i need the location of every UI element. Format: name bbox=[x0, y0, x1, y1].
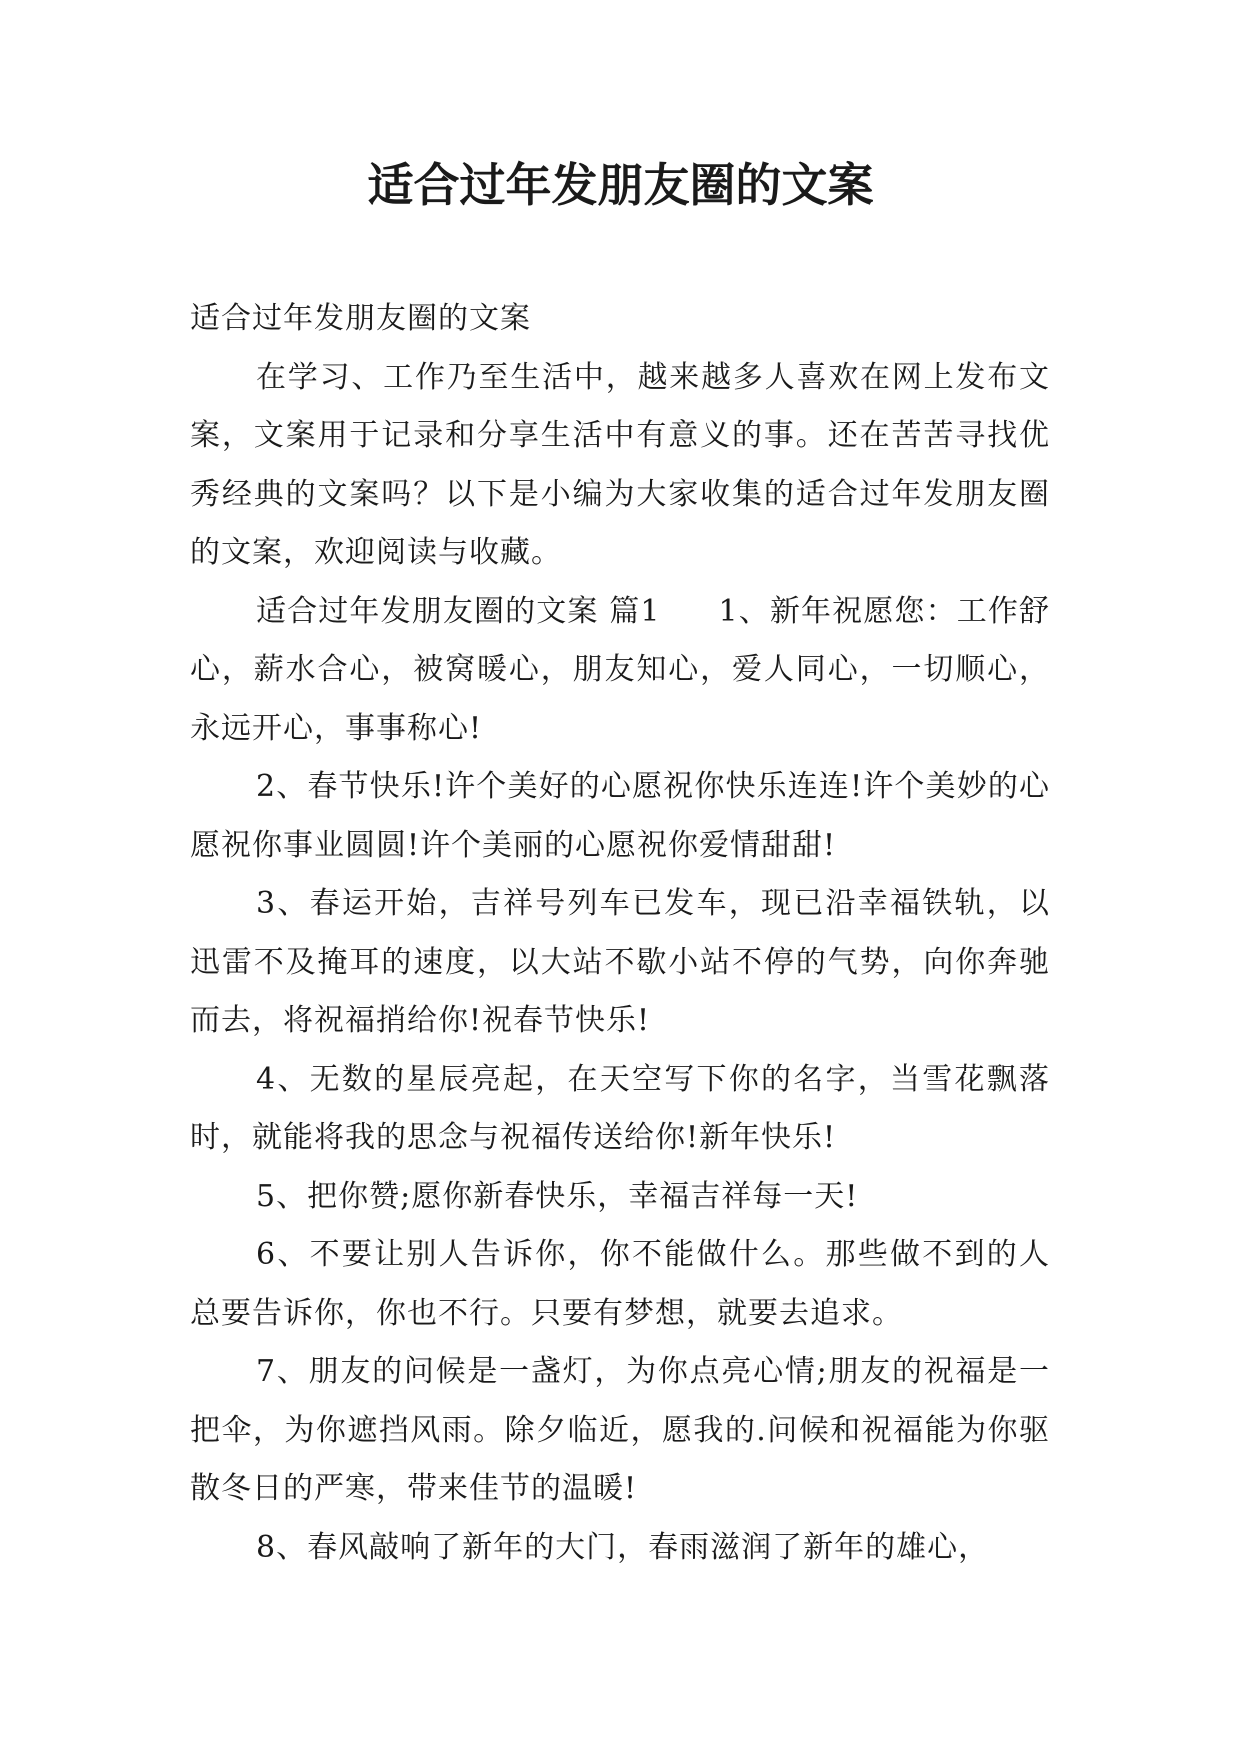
section-heading: 适合过年发朋友圈的文案 篇1 bbox=[256, 593, 661, 629]
list-item: 7、朋友的问候是一盏灯，为你点亮心情;朋友的祝福是一把伞，为你遮挡风雨。除夕临近，愿我的.问候和祝福能为你驱散冬日的严寒，带来佳节的温暖! bbox=[190, 1354, 1050, 1506]
list-item: 5、把你赞;愿你新春快乐，幸福吉祥每一天! bbox=[256, 1178, 859, 1214]
list-item: 2、春节快乐!许个美好的心愿祝你快乐连连!许个美妙的心愿祝你事业圆圆!许个美丽的心愿祝你爱情甜甜! bbox=[190, 769, 1050, 863]
document-body bbox=[190, 290, 1050, 1577]
list-item: 8、春风敲响了新年的大门，春雨滋润了新年的雄心， bbox=[256, 1529, 990, 1565]
intro-paragraph: 在学习、工作乃至生活中，越来越多人喜欢在网上发布文案，文案用于记录和分享生活中有意义的事。还在苦苦寻找优秀经典的文案吗？以下是小编为大家收集的适合过年发朋友圈的文案，欢迎阅读与收藏。 bbox=[190, 359, 1050, 570]
list-item: 4、无数的星辰亮起，在天空写下你的名字，当雪花飘落时，就能将我的思念与祝福传送给你!新年快乐! bbox=[190, 1061, 1050, 1155]
list-item: 3、春运开始，吉祥号列车已发车，现已沿幸福铁轨，以迅雷不及掩耳的速度，以大站不歇小站不停的气势，向你奔驰而去，将祝福捎给你!祝春节快乐! bbox=[190, 886, 1050, 1038]
list-item: 6、不要让别人告诉你，你不能做什么。那些做不到的人总要告诉你，你也不行。只要有梦想，就要去追求。 bbox=[190, 1237, 1050, 1331]
document-title: 适合过年发朋友圈的文案 bbox=[367, 158, 874, 212]
section-paragraph bbox=[190, 583, 1050, 759]
document-subtitle: 适合过年发朋友圈的文案 bbox=[190, 301, 531, 336]
list-item: 1、新年祝愿您：工作舒心，薪水合心，被窝暖心，朋友知心，爱人同心，一切顺心，永远开心，事事称心! bbox=[190, 593, 1050, 746]
